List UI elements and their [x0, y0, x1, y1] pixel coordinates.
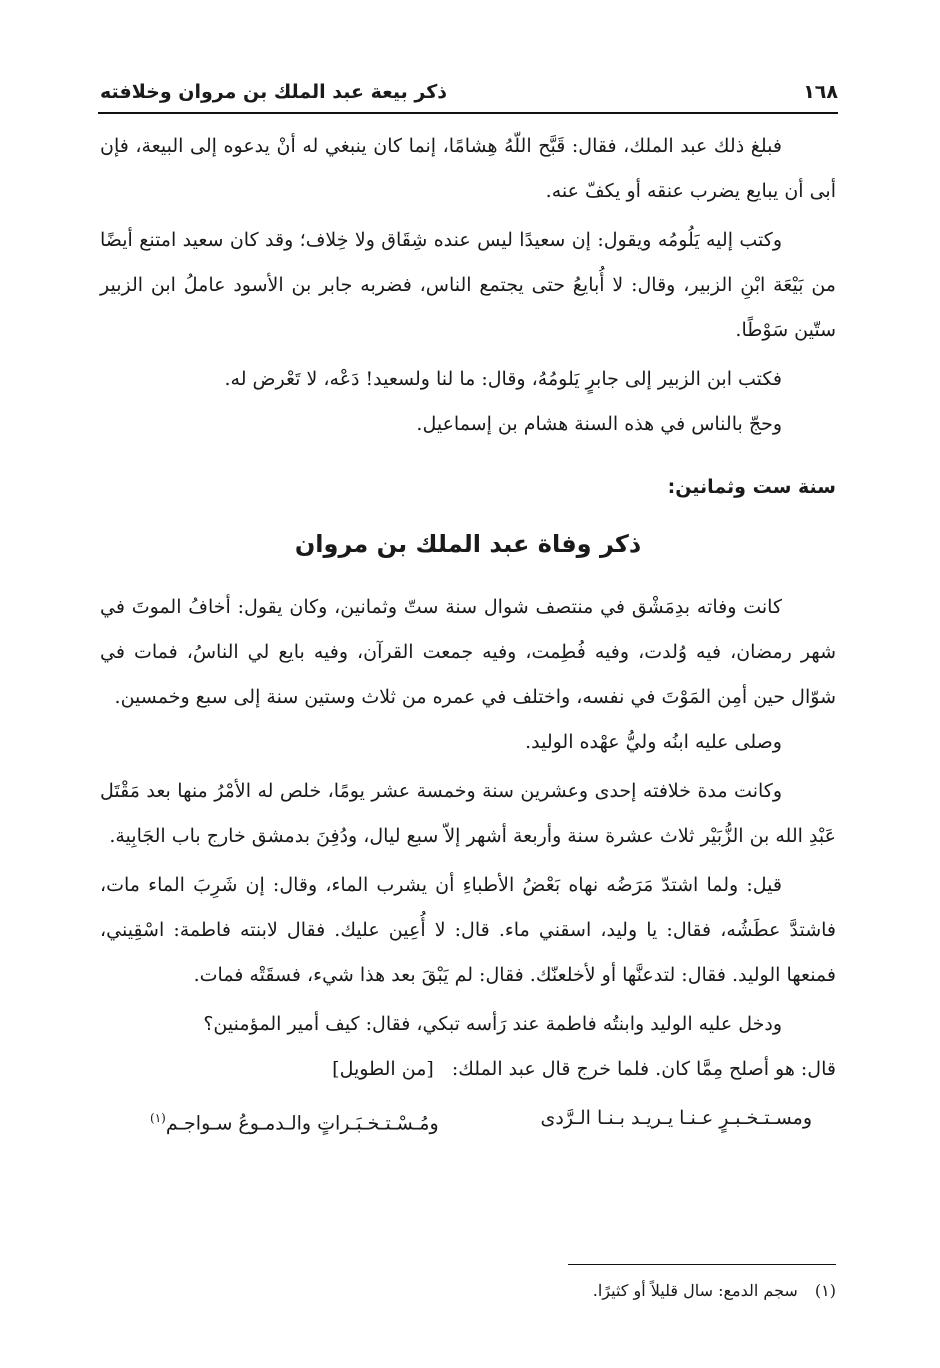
footnote-number: (١) [814, 1281, 836, 1300]
paragraph: وحجّ بالناس في هذه السنة هشام بن إسماعيل. [416, 413, 782, 435]
section-heading: سنة ست وثمانين: [667, 476, 836, 498]
verse-intro-text: قال: هو أصلح مِمَّا كان. فلما خرج قال عبد الملك: [451, 1058, 836, 1080]
footnote-marker: (١) [150, 1111, 166, 1125]
paragraph: وصلى عليه ابنُه وليُّ عهْده الوليد. [525, 731, 782, 753]
paragraph: وكانت مدة خلافته إحدى وعشرين سنة وخمسة عشر يومًا، خلص له الأمْرُ منها بعد مَقْتَل عَبْدِ الله بن الزُّبَيْر ثلاث عشرة سنة وأربعة أشهر إلاّ سبع ليال، ودُفِنَ بدمشق خارج باب الجَابِية. [100, 780, 836, 847]
paragraph: وكتب إليه يَلُومُه ويقول: إن سعيدًا ليس عنده شِقَاق ولا خِلاف؛ وقد كان سعيد امتنع أيضًا من بَيْعَة ابْنِ الزبير، وقال: لا أُبايعُ حتى يجتمع الناس، فضربه جابر بن الأسود عاملُ ابن الزبير ستّين سَوْطًا. [100, 229, 836, 341]
footnote-rule [568, 1264, 836, 1265]
page-header [100, 74, 838, 110]
verse-line [100, 1096, 836, 1146]
footnote-text: سجم الدمع: سال قليلاً أو كثيرًا. [592, 1281, 798, 1300]
paragraph: قيل: ولما اشتدّ مَرَضُه نهاه بَعْضُ الأطباءِ أن يشرب الماء، وقال: إن شَرِبَ الماء مات، فاشتدَّ عطَشُه، فقال: يا وليد، اسقني ماء. قال: لا أُعِين عليك. فقال لابنته فاطمة: اسْقِيني، فمنعها الوليد. فقال: لتدعنَّها أو لأخلعنّك. فقال: لم يَبْقَ بعد هذا شيء، فسقَتْه فمات. [100, 874, 836, 986]
paragraph: فبلغ ذلك عبد الملك، فقال: قَبَّح اللّهُ هِشامًا، إنما كان ينبغي له أنْ يدعوه إلى البيعة، فإن أبى أن يبايع يضرب عنقه أو يكفّ عنه. [100, 135, 836, 202]
verse-intro-line [100, 1047, 836, 1092]
verse-first-hemistich: ومسـتـخـبـرٍ عـنـا يـريـد بـنـا الـرَّدى [540, 1107, 812, 1129]
verse-second-hemistich: ومُـسْـتـخـبَـراتٍ والـدمـوعُ سـواجـم$^{(١)}$ [150, 1111, 439, 1135]
header-rule [98, 112, 838, 114]
paragraph: فكتب ابن الزبير إلى جابرٍ يَلومُهُ، وقال: ما لنا ولسعيد! دَعْه، لا تَعْرض له. [224, 368, 782, 390]
page-number: ١٦٨ [803, 81, 838, 103]
poetic-meter: [من الطويل] [332, 1058, 434, 1080]
footnote [100, 1276, 836, 1306]
paragraph: كانت وفاته بدِمَشْق في منتصف شوال سنة ستّ وثمانين، وكان يقول: أخافُ الموتَ في شهر رمضان، فيه وُلدت، وفيه فُطِمت، وفيه جمعت القرآن، وفيه بايع لي الناسُ، فمات في شوّال حين أمِن المَوْتَ في نفسه، واختلف في عمره من ثلاث وستين سنة إلى سبع وخمسين. [100, 596, 836, 708]
page-body [100, 124, 836, 1146]
running-title: ذكر بيعة عبد الملك بن مروان وخلافته [100, 81, 447, 103]
paragraph: ودخل عليه الوليد وابنتُه فاطمة عند رَأسه تبكي، فقال: كيف أمير المؤمنين؟ [203, 1013, 782, 1035]
chapter-title: ذكر وفاة عبد الملك بن مروان [294, 530, 642, 558]
